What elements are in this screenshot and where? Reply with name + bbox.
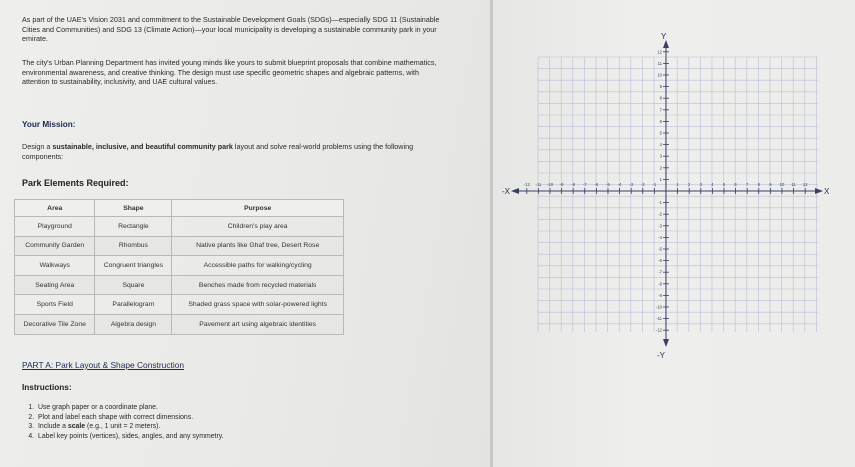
y-tick-label: 5 [659, 130, 662, 136]
x-tick-label: -1 [652, 182, 657, 187]
cell-area: Walkways [15, 256, 95, 276]
mission-text: Design a sustainable, inclusive, and beautiful community park layout and solve real-world problems using the following components: [22, 142, 414, 161]
cell-shape: Rectangle [95, 217, 172, 237]
y-tick-label: 10 [657, 72, 662, 78]
y-tick-label: -3 [658, 223, 662, 229]
x-tick-label: 8 [757, 182, 760, 187]
y-axis-positive-label: Y [661, 32, 667, 41]
column-header-purpose: Purpose [172, 200, 344, 217]
y-tick-label: -4 [658, 234, 662, 240]
x-tick-label: -7 [582, 182, 587, 187]
y-tick-label: 8 [659, 95, 662, 101]
cell-shape: Square [95, 275, 172, 295]
list-item: 2. Plot and label each shape with correct dimensions. [36, 413, 224, 423]
x-tick-label: -3 [629, 182, 634, 187]
column-header-shape: Shape [95, 200, 172, 217]
x-tick-label: 6 [734, 182, 737, 187]
x-tick-label: 1 [676, 182, 679, 187]
y-tick-label: -7 [658, 269, 662, 275]
y-tick-label: 6 [659, 118, 662, 124]
cell-area: Sports Field [15, 295, 95, 315]
table-header-row [15, 200, 344, 217]
y-tick-label: -10 [655, 304, 662, 310]
intro-paragraph-1: As part of the UAE's Vision 2031 and commitment to the Sustainable Development Goals (SDGs)—especially SDG 11 (Sustainable Cities and Communities) and SDG 13 (Climate Action)—your local municipality is developing a sustainable community park in your emirate. [22, 15, 440, 44]
coordinate-plane [493, 0, 855, 467]
x-tick-label: 5 [722, 182, 726, 187]
cell-shape: Parallelogram [95, 295, 172, 315]
table-row [15, 256, 344, 276]
scale-emphasis: scale [67, 423, 86, 431]
list-item: 3. Include a scale (e.g., 1 unit = 2 meters). [36, 422, 224, 432]
park-elements-heading: Park Elements Required: [22, 178, 129, 188]
intro-paragraph-2: The city's Urban Planning Department has invited young minds like yours to submit blueprint proposals that combine mathematics, environmental awareness, and creative thinking. The design must use specific geometric shapes and algebraic patterns, with attention to sustainability, inclusivity, and UAE cultural values. [22, 58, 437, 87]
cell-purpose: Accessible paths for walking/cycling [172, 256, 344, 276]
y-tick-label: -12 [655, 327, 662, 333]
park-elements-table [14, 199, 344, 335]
cell-area: Community Garden [15, 236, 95, 256]
x-tick-label: -4 [617, 182, 622, 187]
graph-paper-page [493, 0, 855, 467]
x-tick-label: -8 [571, 182, 576, 187]
axes [511, 40, 823, 347]
x-axis-negative-label: -X [502, 187, 510, 196]
y-tick-label: 7 [659, 107, 662, 113]
y-tick-label: 11 [657, 60, 662, 66]
cell-purpose: Benches made from recycled materials [172, 275, 344, 295]
x-tick-label: -11 [535, 182, 542, 187]
x-tick-label: -10 [546, 182, 554, 187]
x-tick-label: 12 [802, 182, 808, 187]
y-tick-label: -9 [658, 292, 662, 298]
x-tick-label: -6 [594, 182, 599, 187]
x-tick-label: 10 [779, 182, 785, 187]
cell-shape: Rhombus [95, 236, 172, 256]
instructions-heading: Instructions: [22, 383, 72, 392]
list-item: 1. Use graph paper or a coordinate plane. [36, 403, 224, 413]
y-tick-label: -1 [658, 200, 662, 206]
y-tick-label: 2 [659, 165, 662, 171]
y-axis-negative-label: -Y [657, 351, 665, 360]
cell-purpose: Native plants like Ghaf tree, Desert Rose [172, 236, 344, 256]
x-axis-arrow-right [815, 188, 823, 194]
x-axis-positive-label: X [824, 187, 830, 196]
x-tick-label: 4 [711, 182, 714, 187]
table-row [15, 236, 344, 256]
cell-purpose: Shaded grass space with solar-powered lights [172, 295, 344, 315]
y-tick-label: 1 [659, 176, 662, 182]
x-tick-label: 11 [791, 182, 796, 187]
y-tick-label: 4 [659, 142, 662, 148]
grid-lines [535, 57, 818, 332]
part-a-heading: PART A: Park Layout & Shape Construction [22, 360, 185, 370]
x-tick-label: -5 [606, 182, 610, 187]
list-item: 4. Label key points (vertices), sides, angles, and any symmetry. [36, 432, 224, 442]
column-header-area: Area [15, 200, 95, 217]
y-tick-label: 3 [659, 153, 662, 159]
table-row [15, 314, 344, 334]
x-tick-label: -2 [640, 182, 645, 187]
y-tick-label: -11 [656, 316, 662, 322]
x-tick-label: -9 [559, 182, 564, 187]
table-row [15, 275, 344, 295]
y-tick-label: -2 [658, 211, 662, 217]
cell-shape: Congruent triangles [95, 256, 172, 276]
y-tick-label: -5 [658, 246, 662, 252]
x-tick-label: 7 [746, 182, 749, 187]
y-tick-label: -8 [658, 281, 662, 287]
cell-area: Decorative Tile Zone [15, 314, 95, 334]
cell-shape: Algebra design [95, 314, 172, 334]
cell-area: Seating Area [15, 275, 95, 295]
mission-heading: Your Mission: [22, 120, 76, 129]
cell-purpose: Children's play area [172, 217, 344, 237]
y-axis-arrow-down [663, 339, 669, 347]
table-row [15, 217, 344, 237]
y-tick-label: 9 [659, 84, 662, 90]
cell-area: Playground [15, 217, 95, 237]
x-tick-label: 9 [769, 182, 772, 187]
x-axis-arrow-left [511, 188, 519, 194]
y-tick-label: -6 [658, 258, 662, 264]
y-axis-arrow-up [663, 40, 669, 48]
table-row [15, 295, 344, 315]
x-tick-label: -12 [523, 182, 530, 187]
y-tick-label: 12 [657, 49, 662, 55]
x-tick-label: 2 [688, 182, 691, 187]
instructions-list [22, 403, 224, 441]
cell-purpose: Pavement art using algebraic identities [172, 314, 344, 334]
x-tick-label: 3 [699, 182, 702, 187]
mission-emphasis: sustainable, inclusive, and beautiful community park [52, 142, 233, 151]
